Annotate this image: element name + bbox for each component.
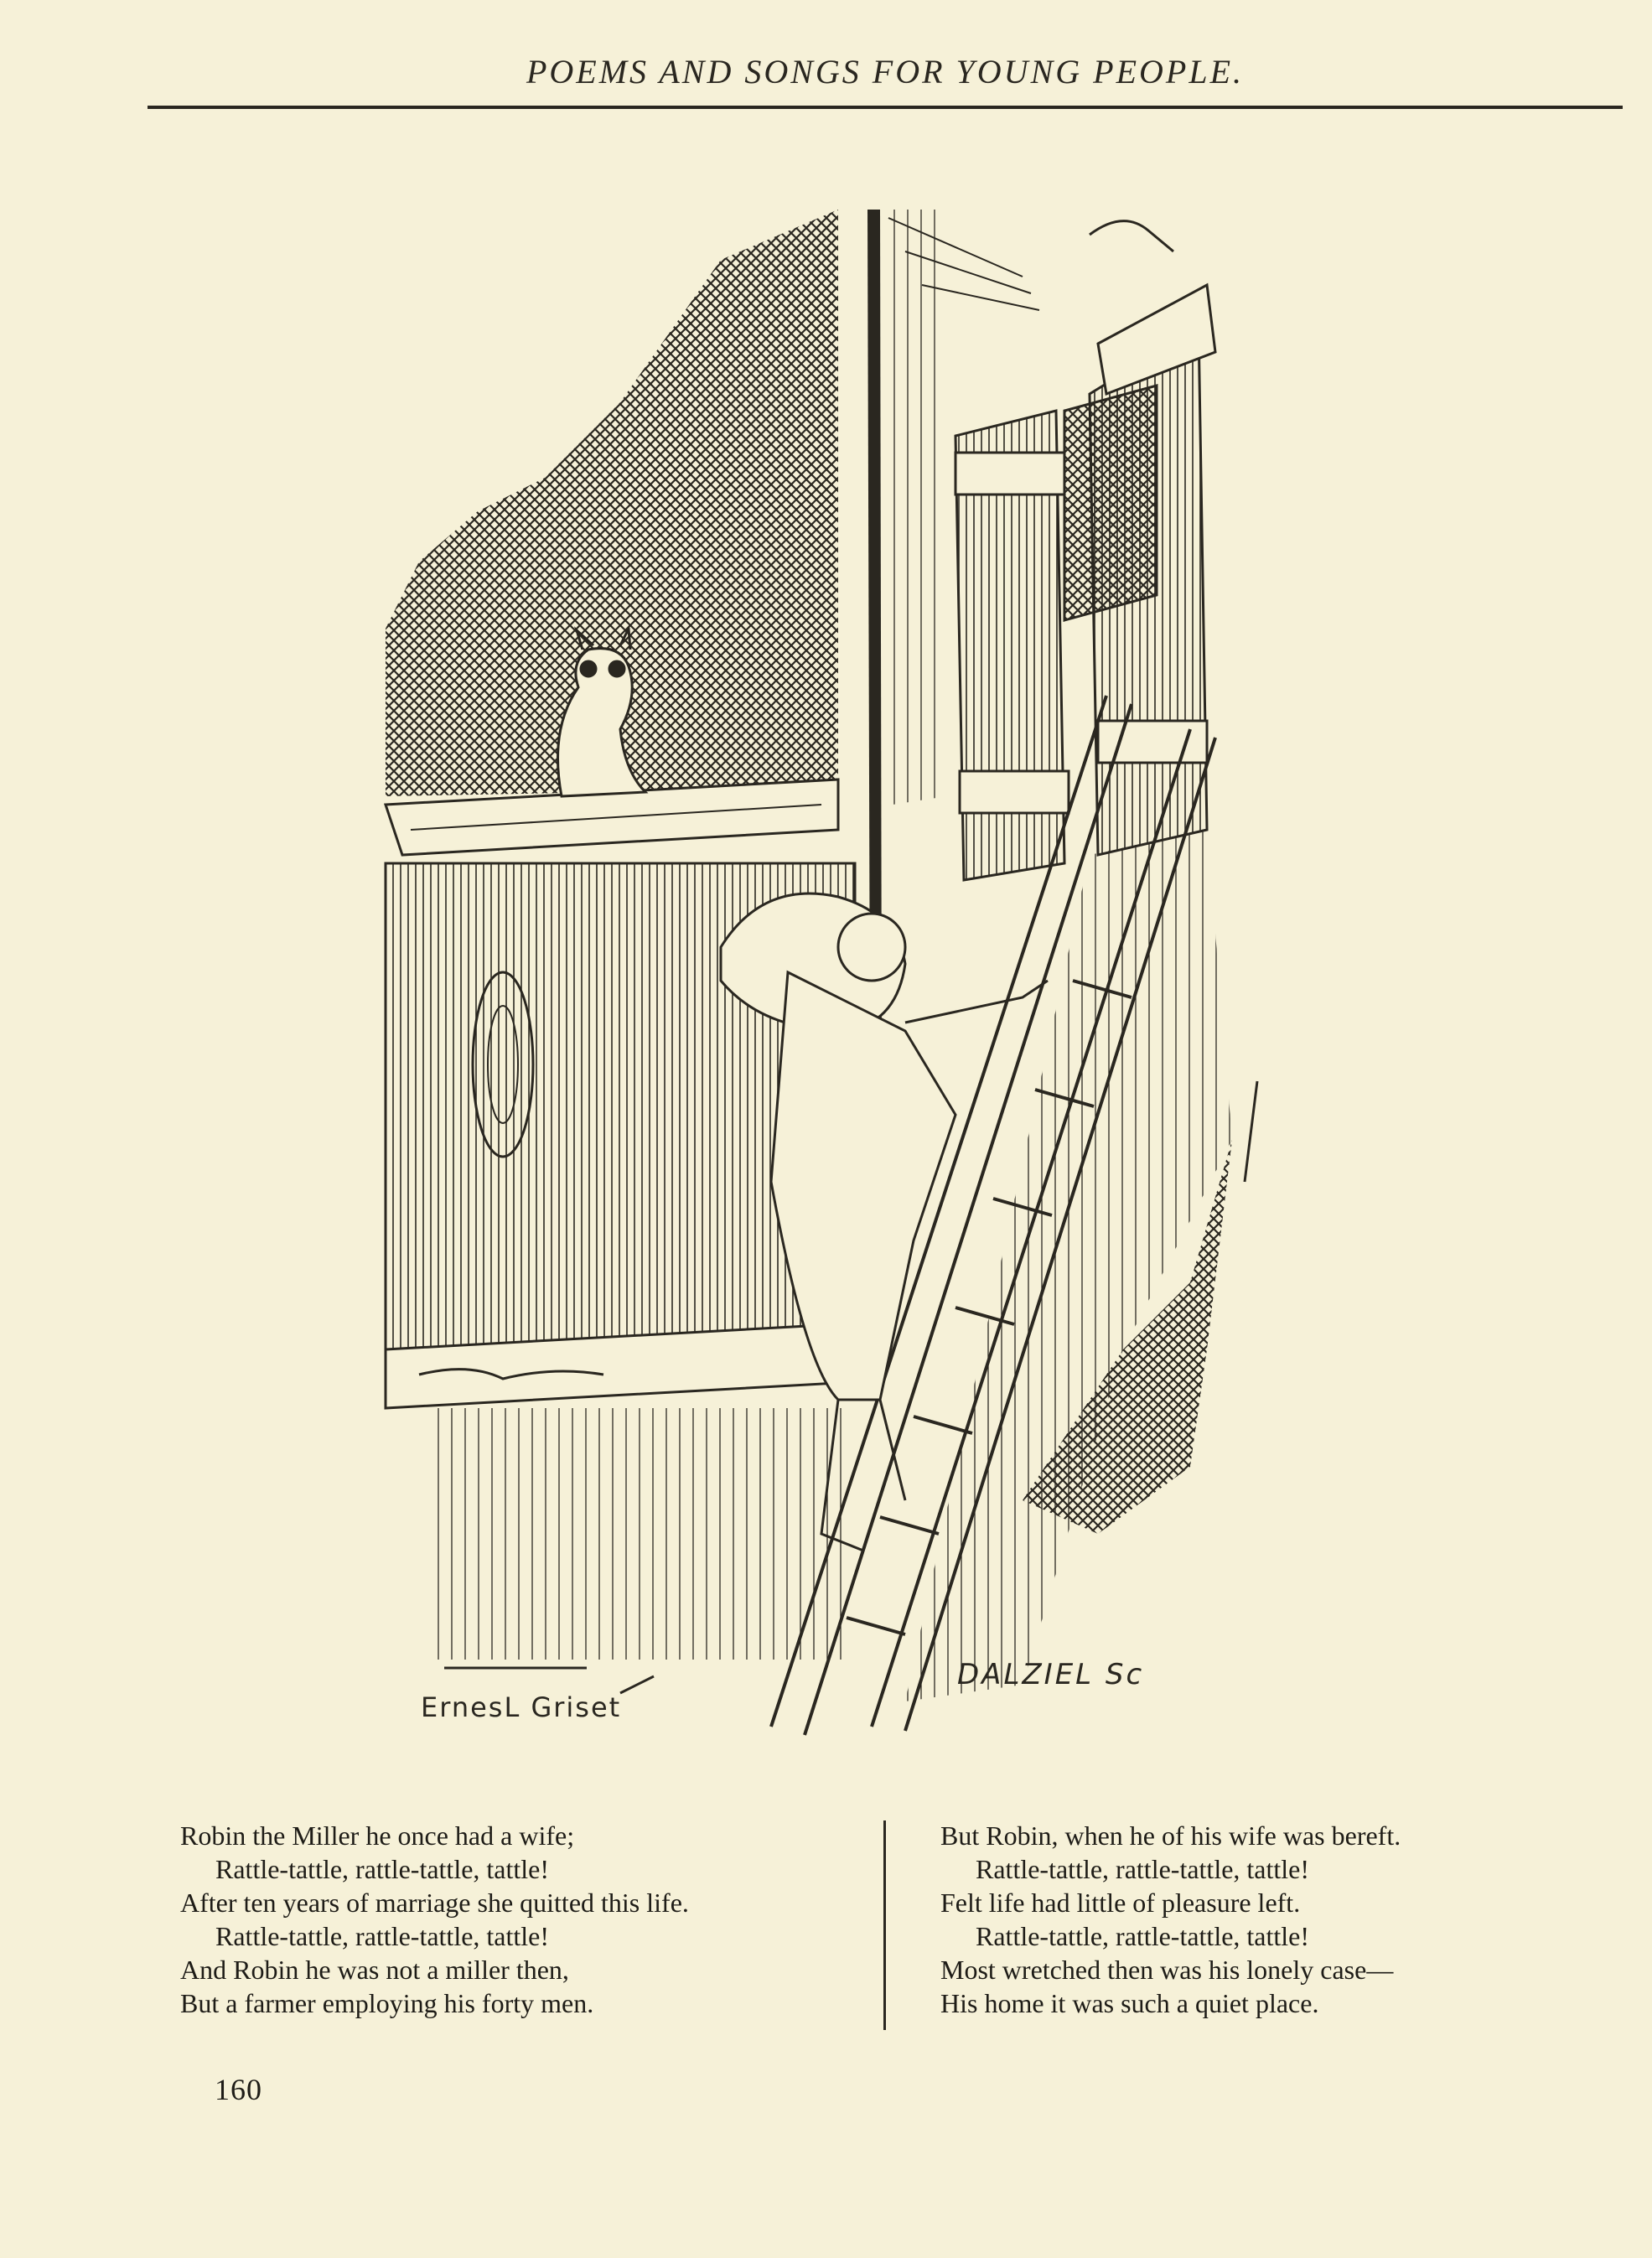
verse-column-left	[180, 1819, 876, 2020]
artist-signature: ErnesL Griset	[421, 1691, 622, 1723]
engraving-illustration	[369, 193, 1408, 1752]
verse-line: And Robin he was not a miller then,	[180, 1955, 569, 1985]
running-head: POEMS AND SONGS FOR YOUNG PEOPLE.	[526, 53, 1244, 91]
verse-refrain: Rattle-tattle, rattle-tattle, tattle!	[215, 1854, 550, 1884]
header-rule	[148, 106, 1623, 109]
page-number: 160	[215, 2073, 262, 2106]
verse-column-right	[940, 1819, 1527, 2020]
engraving-drawing	[369, 193, 1408, 1752]
verse-refrain: Rattle-tattle, rattle-tattle, tattle!	[215, 1921, 550, 1951]
verse-line: Robin the Miller he once had a wife;	[180, 1820, 575, 1851]
open-shutters	[955, 285, 1215, 880]
verse-line: But a farmer employing his forty men.	[180, 1988, 594, 2018]
verse-line: But Robin, when he of his wife was bereft.	[940, 1820, 1401, 1851]
engraver-signature: DALZIEL Sc	[957, 1658, 1145, 1691]
verse-refrain: Rattle-tattle, rattle-tattle, tattle!	[976, 1854, 1310, 1884]
verse-refrain: Rattle-tattle, rattle-tattle, tattle!	[976, 1921, 1310, 1951]
verse-line: His home it was such a quiet place.	[940, 1988, 1319, 2018]
verse-line: Most wretched then was his lonely case—	[940, 1955, 1394, 1985]
verse-line: After ten years of marriage she quitted this life.	[180, 1888, 689, 1918]
column-divider	[883, 1820, 886, 2030]
verse-line: Felt life had little of pleasure left.	[940, 1888, 1301, 1918]
